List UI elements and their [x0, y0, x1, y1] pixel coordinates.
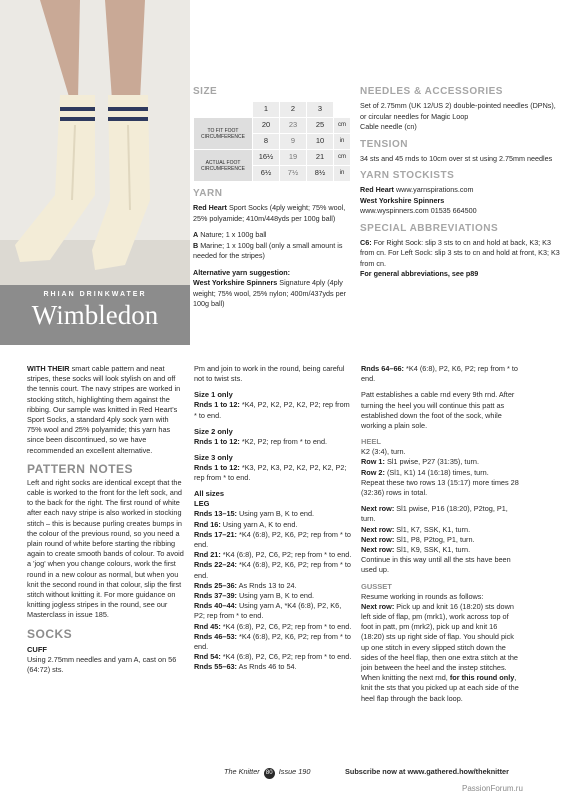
socks-heading: SOCKS	[27, 626, 73, 641]
yarn-colours: A Nature; 1 x 100g ball B Marine; 1 x 100g ball (only a small amount is needed for the stripes)	[193, 230, 343, 260]
next-row: Next row: Sl1, K7, SSK, K1, turn.	[361, 524, 471, 534]
abbrev-heading: SPECIAL ABBREVIATIONS	[360, 222, 499, 234]
cuff-heading: CUFF	[27, 644, 47, 654]
leg-row: Rnds 22–24: *K4 (6:8), P2, K6, P2; rep from * to end.	[194, 560, 351, 580]
gusset-intro: Resume working in rounds as follows:	[361, 591, 484, 601]
abbrev-text: C6: For Right Sock: slip 3 sts to cn and hold at back, K3; K3 from cn. For Left Sock: slip 3 sts to cn and hold at front, K3; K3 from cn. For general abbreviations, see p89	[360, 237, 560, 278]
leg-row: Rnds 37–39: Using yarn B, K to end.	[194, 591, 315, 601]
size2-text: Rnds 1 to 12: *K2, P2; rep from * to end.	[194, 436, 328, 446]
actual-cm-cell: 16½	[253, 150, 280, 166]
all-sizes-heading: All sizes	[194, 489, 225, 499]
watermark: PassionForum.ru	[462, 784, 523, 793]
leg-rows	[194, 509, 352, 672]
heel-row: Row 2: (Sl1, K1) 14 (16:18) times, turn.	[361, 467, 489, 477]
size-yarn-column	[193, 86, 353, 316]
unit-cm: cm	[334, 150, 351, 166]
rnds-64-text: Rnds 64–66: *K4 (6:8), P2, K6, P2; rep from * to end.	[361, 364, 518, 384]
fit-cm-cell: 23	[280, 118, 307, 134]
actual-cm-cell: 19	[280, 150, 307, 166]
body-column-2	[194, 364, 352, 673]
gusset-heading: GUSSET	[361, 581, 392, 591]
tension-text: 34 sts and 45 rnds to 10cm over st st using 2.75mm needles	[360, 153, 553, 163]
fit-label: TO FIT FOOT CIRCUMFERENCE	[194, 118, 253, 150]
size1-text: Rnds 1 to 12: *K4, P2, K2, P2, K2, P2; rep from * to end.	[194, 400, 350, 420]
leg-row: Rnds 17–21: *K4 (6:8), P2, K6, P2; rep from * to end.	[194, 529, 351, 550]
size2-heading: Size 2 only	[194, 426, 233, 436]
join-text: Pm and join to work in the round, being careful not to twist sts.	[194, 364, 345, 384]
leg-heading: LEG	[194, 499, 210, 509]
needles-text: Set of 2.75mm (UK 12/US 2) double-pointed needles (DPNs), or circular needles for Magic Loop Cable needle (cn)	[360, 101, 556, 131]
stockists-text: Red Heart www.yarnspirations.com West Yorkshire Spinners www.wyspinners.com 01535 664500	[360, 185, 477, 215]
next-row: Next row: Sl1 pwise, P16 (18:20), P2tog, P1, turn.	[361, 504, 508, 524]
size-cell: 1	[253, 102, 280, 118]
leg-row: Rnd 54: *K4 (6:8), P2, C6, P2; rep from * to end.	[194, 652, 352, 662]
continue-text: Continue in this way until all the sts have been used up.	[361, 555, 511, 575]
size-table	[193, 101, 351, 182]
tension-heading: TENSION	[360, 138, 408, 150]
heel-repeat: Repeat these two rows 13 (15:17) more times 28 (32:36) rows in total.	[361, 477, 519, 498]
leg-row: Rnd 45: *K4 (6:8), P2, C6, P2; rep from * to end.	[194, 621, 352, 631]
size-heading: SIZE	[193, 86, 218, 97]
actual-cm-cell: 21	[307, 150, 334, 166]
leg-row: Rnds 40–44: Using yarn A, *K4 (6:8), P2, K6, P2; rep from * to end.	[194, 601, 342, 621]
fit-in-cell: 10	[307, 134, 334, 150]
author-name: RHIAN DRINKWATER	[43, 291, 147, 298]
heel-heading: HEEL	[361, 437, 382, 447]
size3-heading: Size 3 only	[194, 453, 233, 463]
needles-column	[360, 86, 560, 286]
fit-in-cell: 9	[280, 134, 307, 150]
size-cell: 2	[280, 102, 307, 118]
actual-in-cell: 6½	[253, 166, 280, 182]
leg-row: Rnd 16: Using yarn A, K to end.	[194, 519, 298, 529]
unit-cm: cm	[334, 118, 351, 134]
size-cell: 3	[307, 102, 334, 118]
leg-row: Rnds 13–15: Using yarn B, K to end.	[194, 509, 315, 519]
stockists-heading: YARN STOCKISTS	[360, 170, 455, 181]
body-column-1	[27, 364, 185, 681]
cuff-text: Using 2.75mm needles and yarn A, cast on 56 (64:72) sts.	[27, 654, 177, 674]
heel-row: Row 1: Sl1 pwise, P27 (31:35), turn.	[361, 457, 480, 467]
next-row: Next row: Sl1, K9, SSK, K1, turn.	[361, 545, 471, 555]
needles-heading: NEEDLES & ACCESSORIES	[360, 86, 503, 97]
yarn-heading: YARN	[193, 188, 223, 199]
leg-row: Rnd 21: *K4 (6:8), P2, C6, P2; rep from * to end.	[194, 550, 352, 560]
intro-text: WITH THEIR smart cable pattern and neat stripes, these socks will look stylish on and off the tennis court. The navy stripes are worked in stocking stitch, highlighting them against the ribbing. Our sample was knitted in Red Heart's Sport Socks, a standard 4ply sock yarn with 75% wool and 25% polyamide; this yarn has since been discontinued, so we have recommended an excellent alternative.	[27, 364, 181, 455]
notes-text: Left and right socks are identical except that the cable is worked to the front for the left sock, and to the back for the right. The first round of white after each navy stripe is also worked in stocking stitch – this is because purling creates bumps in the colour of the previous round, so you need a plain round of white before starting the ribbing again to create smooth bands of colour. To avoid a 'jog' when you change colours, work the first round in a new colour as normal, but when you knit the second round in that colour, slip the first stitch without knitting it. For more guidance on knitting jogless stripes in the round, see our Masterclass in issue 185.	[27, 477, 184, 620]
leg-row: Rnds 46–53: *K4 (6:8), P2, K6, P2; rep from * to end.	[194, 631, 351, 652]
notes-heading: PATTERN NOTES	[27, 461, 134, 476]
gusset-text: Next row: Pick up and knit 16 (18:20) sts down left side of flap, pm (mrk1), work across top of foot in patt, pm (mrk2), pick up and knit 16 (18:20) sts up right side of flap. You should pick up one stitch in every slipped stitch down the sides of the heel flap, then one extra stitch at the join between the heel and the instep stitches. When knitting the next rnd, for this round only, knit the sts that you picked up at each side of the heel flap through the back loop.	[361, 601, 519, 703]
leg-row: Rnds 55–63: As Rnds 46 to 54.	[194, 662, 297, 672]
unit-in: in	[334, 134, 351, 150]
heel-intro: K2 (3:4), turn.	[361, 447, 406, 457]
fit-in-cell: 8	[253, 134, 280, 150]
yarn-alternative: Alternative yarn suggestion: West Yorkshire Spinners Signature 4ply (4ply weight; 75% wool, 25% nylon; 400m/437yds per 100g ball)	[193, 267, 347, 308]
page-number: 80	[264, 768, 275, 779]
pattern-note: Patt establishes a cable rnd every 9th rnd. After turning the heel you will continue this patt as established down the foot of the sock, while working a plain sole.	[361, 390, 515, 431]
actual-in-cell: 8½	[307, 166, 334, 182]
pattern-title: Wimbledon	[31, 300, 159, 330]
actual-in-cell: 7½	[280, 166, 307, 182]
leg-row: Rnds 25–36: As Rnds 13 to 24.	[194, 580, 297, 590]
footer-issue: The Knitter 80 Issue 190	[224, 767, 310, 779]
footer-subscribe[interactable]: Subscribe now at www.gathered.how/theknitter	[345, 767, 509, 776]
next-row: Next row: Sl1, P8, P2tog, P1, turn.	[361, 534, 475, 544]
fit-cm-cell: 25	[307, 118, 334, 134]
fit-cm-cell: 20	[253, 118, 280, 134]
yarn-main: Red Heart Sport Socks (4ply weight; 75% wool, 25% polyamide; 410m/448yds per 100g ball)	[193, 203, 346, 223]
unit-in: in	[334, 166, 351, 182]
size3-text: Rnds 1 to 12: *K3, P2, K3, P2, K2, P2, K2, P2; rep from * to end.	[194, 463, 347, 483]
body-column-3	[361, 364, 519, 710]
size1-heading: Size 1 only	[194, 390, 233, 400]
actual-label: ACTUAL FOOT CIRCUMFERENCE	[194, 150, 253, 182]
